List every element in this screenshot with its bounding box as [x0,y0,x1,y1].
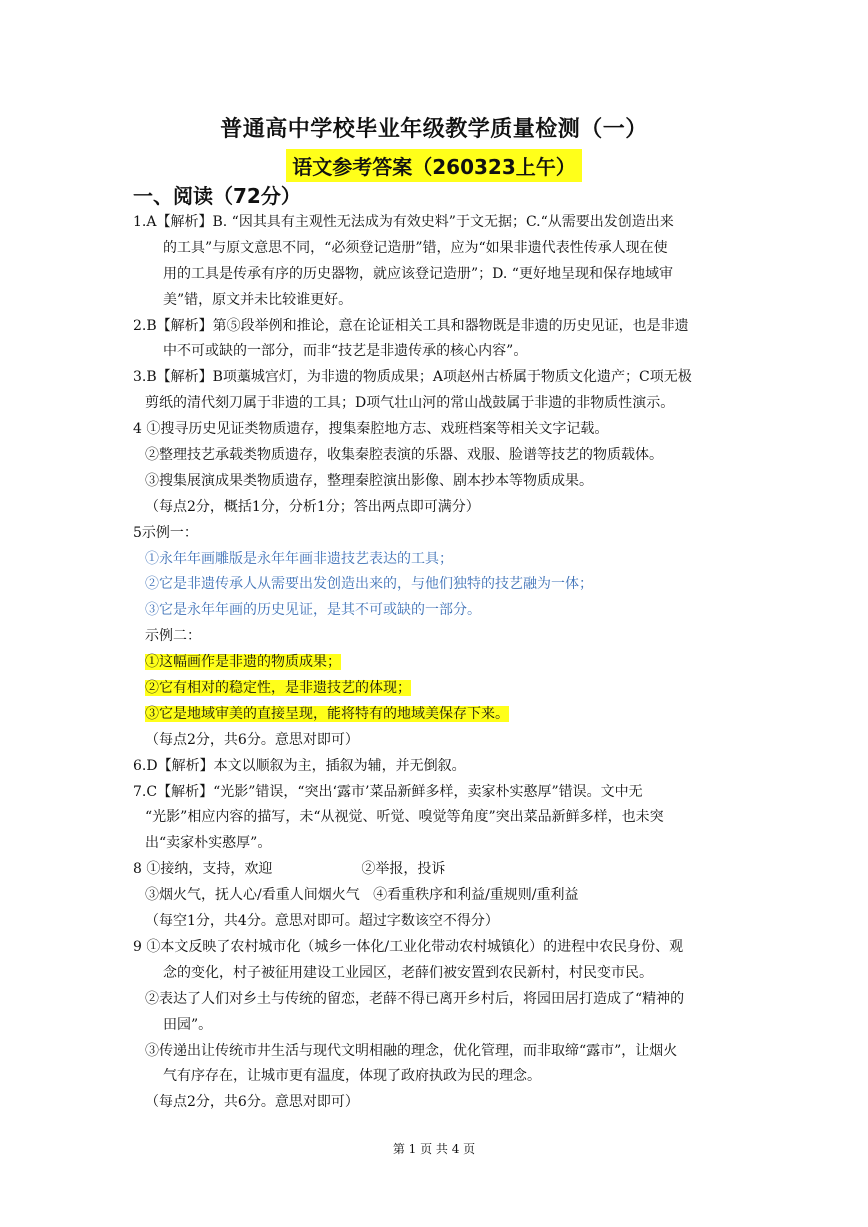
answer-line: ③烟火气，抚人心/看重人间烟火气 ④看重秩序和利益/重规则/重利益 [145,887,579,904]
answer-line: 剪纸的清代刻刀属于非遗的工具；D项气壮山河的常山战鼓属于非遗的非物质性演示。 [145,395,675,412]
answer-line: ②表达了人们对乡土与传统的留恋，老薛不得已离开乡村后，将园田居打造成了“精神的 [145,990,685,1007]
answer-line: 2.B【解析】第⑤段举例和推论，意在论证相关工具和器物既是非遗的历史见证，也是非遗 [133,317,689,334]
answer-line-blue: ①永年年画雕版是永年年画非遗技艺表达的工具； [145,550,453,567]
answer-line-blue: ②它是非遗传承人从需要出发创造出来的，与他们独特的技艺融为一体； [145,576,593,593]
answer-line: 3.B【解析】B项藁城宫灯，为非遗的物质成果；A项赵州古桥属于物质文化遗产；C项无极 [133,369,692,386]
answer-line: 出“卖家朴实憨厚”。 [145,835,272,852]
answer-line: 8 ①接纳，支持，欢迎 ②举报，投诉 [133,861,446,878]
document-subtitle: 语文参考答案（260323上午） [286,149,582,182]
answer-line-highlighted: ③它是地域审美的直接呈现，能将特有的地域美保存下来。 [145,705,509,722]
answer-line: 田园”。 [163,1016,213,1033]
document-title: 普通高中学校毕业年级教学质量检测（一） [220,117,648,142]
answer-line: （每点2分，共6分。意思对即可） [145,1094,359,1111]
answer-line: 美”错，原文并未比较谁更好。 [163,291,353,308]
answer-line: 7.C【解析】“光影”错误，“突出‘露市’菜品新鲜多样，卖家朴实憨厚”错误。文中无 [133,783,643,800]
answer-line: ③搜集展演成果类物质遗存，整理秦腔演出影像、剧本抄本等物质成果。 [145,472,593,489]
answer-line: 中不可或缺的一部分，而非“技艺是非遗传承的核心内容”。 [163,343,528,360]
answer-body [133,210,753,1116]
answer-line: “光影”相应内容的描写，未“从视觉、听觉、嗅觉等角度”突出菜品新鲜多样，也未突 [145,809,664,826]
answer-line: 气有序存在，让城市更有温度，体现了政府执政为民的理念。 [163,1068,541,1085]
answer-line: 1.A【解析】B. “因其具有主观性无法成为有效史料”于文无据；C.“从需要出发创造出来 [133,214,674,230]
answer-line: （每空1分，共4分。意思对即可。超过字数该空不得分） [145,913,499,930]
answer-line: （每点2分，概括1分，分析1分；答出两点即可满分） [145,498,480,515]
page-footer: 第 1 页 共 4 页 [392,1142,476,1156]
section-heading: 一、阅读（72分） [133,184,301,208]
answer-line: ②整理技艺承载类物质遗存，收集秦腔表演的乐器、戏服、脸谱等技艺的物质载体。 [145,447,663,464]
answer-line: （每点2分，共6分。意思对即可） [145,731,359,748]
subtitle-row [0,149,868,182]
answer-line: ③传递出让传统市井生活与现代文明相融的理念，优化管理，而非取缔“露市”，让烟火 [145,1042,678,1059]
answer-line-blue: ③它是永年年画的历史见证，是其不可或缺的一部分。 [145,602,481,619]
answer-line: 9 ①本文反映了农村城市化（城乡一体化/工业化带动农村城镇化）的进程中农民身份、观 [133,938,684,955]
answer-line: 的工具”与原文意思不同，“必须登记造册”错，应为“如果非遗代表性传承人现在使 [163,239,668,256]
answer-line: 5示例一： [133,524,198,541]
answer-line: 4 ①搜寻历史见证类物质遗存，搜集秦腔地方志、戏班档案等相关文字记载。 [133,421,609,438]
answer-line: 示例二： [145,628,201,645]
answer-line: 用的工具是传承有序的历史器物，就应该登记造册”；D. “更好地呈现和保存地域审 [163,265,673,282]
answer-line-highlighted: ②它有相对的稳定性，是非遗技艺的体现； [145,680,411,697]
answer-line-highlighted: ①这幅画作是非遗的物质成果； [145,654,341,671]
answer-line: 念的变化，村子被征用建设工业园区，老薛们被安置到农民新村，村民变市民。 [163,964,653,981]
answer-line: 6.D【解析】本文以顺叙为主，插叙为辅，并无倒叙。 [133,757,466,774]
